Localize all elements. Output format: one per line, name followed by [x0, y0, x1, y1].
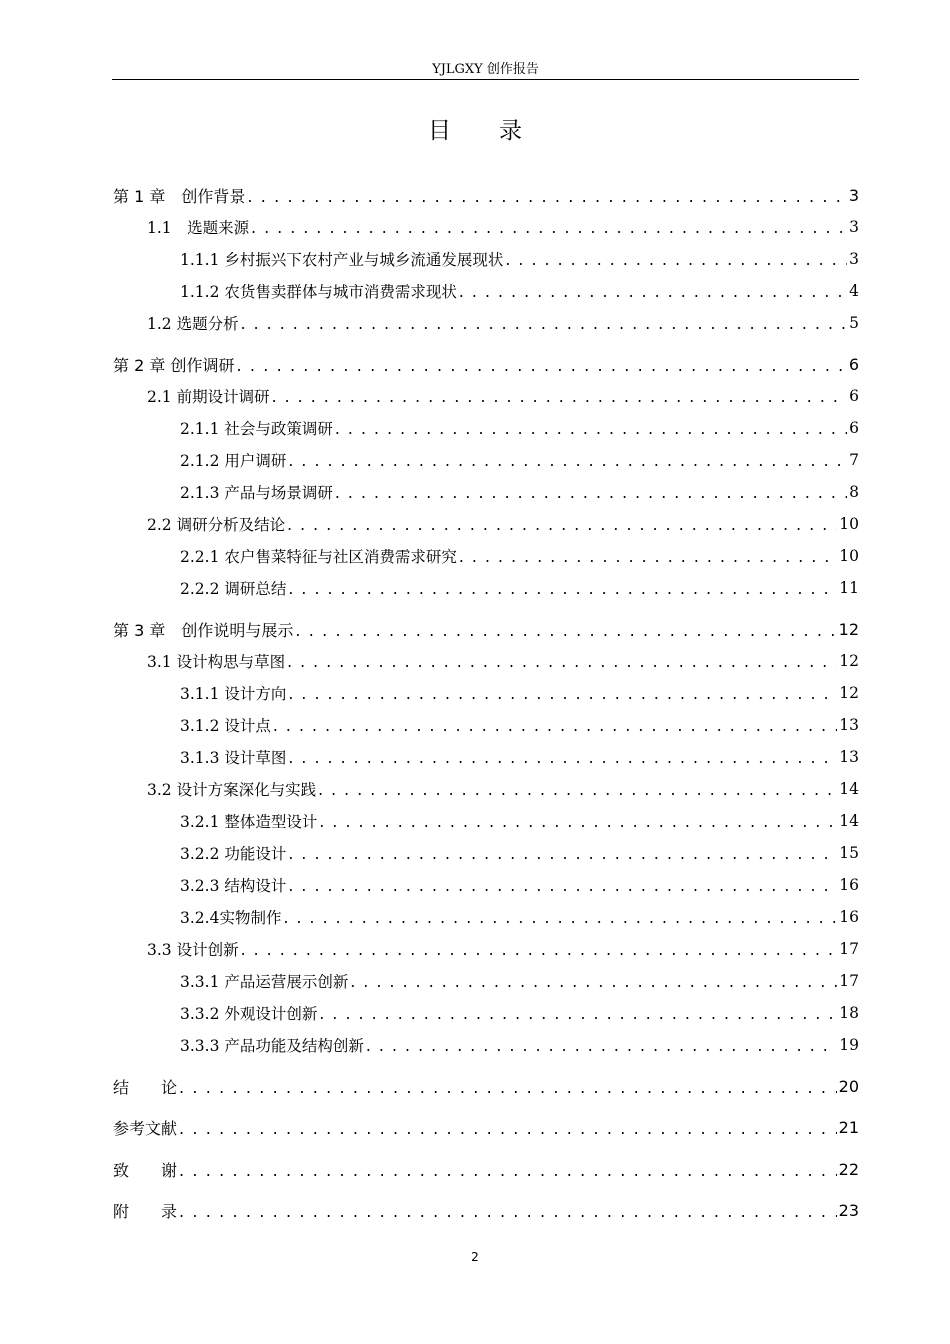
- toc-entry-page: 17: [839, 972, 859, 990]
- toc-entry-label: 1.2 选题分析: [147, 315, 239, 333]
- toc-dot-leader: [251, 219, 847, 237]
- toc-entry-page: 6: [848, 354, 859, 374]
- toc-dot-leader: [319, 813, 837, 831]
- toc-entry-page: 10: [839, 515, 859, 533]
- toc-entry-label: 2.1.3 产品与场景调研: [180, 484, 333, 502]
- toc-entry[interactable]: [0, 873, 950, 897]
- toc-entry-page: 4: [849, 282, 859, 300]
- toc-entry-label: 1.1 选题来源: [147, 219, 250, 237]
- toc-entry-label: 3.3.1 产品运营展示创新: [180, 973, 349, 991]
- toc-entry[interactable]: [0, 183, 950, 207]
- toc-entry[interactable]: [0, 215, 950, 239]
- toc-entry[interactable]: [0, 311, 950, 335]
- toc-entry[interactable]: [0, 713, 950, 737]
- toc-dot-leader: [288, 452, 847, 470]
- toc-dot-leader: [283, 909, 837, 927]
- toc-entry-label: 3.1 设计构思与草图: [147, 653, 286, 671]
- toc-entry[interactable]: [0, 247, 950, 271]
- toc-entry[interactable]: [0, 480, 950, 504]
- toc-entry-page: 14: [839, 812, 859, 830]
- toc-dot-leader: [179, 1202, 837, 1221]
- toc-dot-leader: [273, 717, 837, 735]
- toc-dot-leader: [247, 187, 846, 206]
- toc-entry[interactable]: [0, 809, 950, 833]
- toc-entry-page: 5: [849, 314, 859, 332]
- toc-entry-page: 6: [849, 419, 859, 437]
- toc-entry-page: 18: [839, 1004, 859, 1022]
- toc-entry-page: 10: [839, 547, 859, 565]
- toc-dot-leader: [179, 1119, 837, 1138]
- toc-entry-page: 7: [849, 451, 859, 469]
- toc-entry[interactable]: [0, 841, 950, 865]
- toc-entry-label: 3.1.1 设计方向: [180, 685, 287, 703]
- toc-entry-label: 第 3 章 创作说明与展示: [113, 620, 294, 640]
- toc-dot-leader: [505, 251, 847, 269]
- toc-entry-page: 17: [839, 940, 859, 958]
- toc-entry[interactable]: [0, 1033, 950, 1057]
- toc-entry[interactable]: [0, 544, 950, 568]
- running-header: YJLGXY 创作报告: [432, 62, 539, 77]
- toc-entry-page: 23: [838, 1200, 859, 1220]
- toc-entry-page: 22: [838, 1159, 859, 1179]
- toc-entry-label: 2.1.2 用户调研: [180, 452, 287, 470]
- toc-entry[interactable]: [0, 1074, 950, 1098]
- toc-entry[interactable]: [0, 681, 950, 705]
- toc-entry[interactable]: [0, 576, 950, 600]
- toc-entry-page: 16: [839, 908, 859, 926]
- toc-dot-leader: [241, 315, 848, 333]
- toc-entry[interactable]: [0, 1198, 950, 1222]
- toc-dot-leader: [318, 781, 837, 799]
- toc-dot-leader: [459, 283, 847, 301]
- toc-dot-leader: [295, 621, 836, 640]
- toc-entry-page: 11: [839, 579, 859, 597]
- toc-entry-label: 第 2 章 创作调研: [113, 355, 235, 375]
- toc-dot-leader: [287, 653, 837, 671]
- toc-dot-leader: [288, 877, 837, 895]
- toc-entry-page: 19: [839, 1036, 859, 1054]
- toc-entry[interactable]: [0, 617, 950, 641]
- toc-entry-label: 3.2.1 整体造型设计: [180, 813, 318, 831]
- toc-entry-label: 2.2.1 农户售菜特征与社区消费需求研究: [180, 548, 457, 566]
- toc-dot-leader: [459, 548, 837, 566]
- toc-entry-label: 参考文献: [113, 1118, 178, 1138]
- toc-entry[interactable]: [0, 416, 950, 440]
- toc-entry[interactable]: [0, 1115, 950, 1139]
- toc-entry-label: 3.1.3 设计草图: [180, 749, 287, 767]
- toc-entry-page: 14: [839, 780, 859, 798]
- toc-entry-label: 3.1.2 设计点: [180, 717, 271, 735]
- toc-entry[interactable]: [0, 512, 950, 536]
- toc-entry-page: 15: [839, 844, 859, 862]
- toc-dot-leader: [288, 749, 837, 767]
- toc-entry-page: 20: [838, 1076, 859, 1096]
- toc-entry-label: 3.3.3 产品功能及结构创新: [180, 1037, 364, 1055]
- toc-entry[interactable]: [0, 969, 950, 993]
- toc-dot-leader: [288, 685, 837, 703]
- toc-entry-label: 3.2.4实物制作: [180, 909, 282, 927]
- toc-entry-label: 结 论: [113, 1077, 178, 1097]
- toc-dot-leader: [241, 941, 838, 959]
- toc-entry-page: 12: [838, 619, 859, 639]
- toc-entry-page: 3: [848, 185, 859, 205]
- toc-entry-label: 3.2.3 结构设计: [180, 877, 287, 895]
- toc-dot-leader: [236, 356, 846, 375]
- page-title-left: 目: [428, 118, 451, 144]
- page-number: 2: [471, 1250, 479, 1264]
- toc-entry[interactable]: [0, 448, 950, 472]
- toc-entry-label: 1.1.2 农货售卖群体与城市消费需求现状: [180, 283, 457, 301]
- toc-entry-label: 3.2.2 功能设计: [180, 845, 287, 863]
- toc-entry-page: 21: [838, 1117, 859, 1137]
- toc-entry-page: 8: [849, 483, 859, 501]
- toc-dot-leader: [272, 388, 848, 406]
- toc-dot-leader: [288, 580, 837, 598]
- toc-entry-label: 2.1 前期设计调研: [147, 388, 270, 406]
- toc-dot-leader: [335, 420, 847, 438]
- toc-dot-leader: [179, 1078, 837, 1097]
- toc-entry[interactable]: [0, 905, 950, 929]
- toc-entry-label: 致 谢: [113, 1160, 178, 1180]
- toc-entry-page: 3: [849, 218, 859, 236]
- toc-entry[interactable]: [0, 279, 950, 303]
- page-title-right: 录: [499, 118, 522, 144]
- toc-entry-label: 3.3.2 外观设计创新: [180, 1005, 318, 1023]
- toc-entry-page: 3: [849, 250, 859, 268]
- toc-entry-page: 16: [839, 876, 859, 894]
- toc-entry-page: 13: [839, 748, 859, 766]
- toc-entry[interactable]: [0, 777, 950, 801]
- toc-entry-page: 13: [839, 716, 859, 734]
- toc-entry-label: 2.1.1 社会与政策调研: [180, 420, 333, 438]
- toc-entry-label: 2.2.2 调研总结: [180, 580, 287, 598]
- toc-entry[interactable]: [0, 937, 950, 961]
- toc-entry-page: 12: [839, 684, 859, 702]
- toc-dot-leader: [287, 516, 837, 534]
- toc-entry-page: 6: [849, 387, 859, 405]
- toc-entry-label: 第 1 章 创作背景: [113, 186, 246, 206]
- toc-dot-leader: [335, 484, 847, 502]
- toc-dot-leader: [319, 1005, 837, 1023]
- toc-entry[interactable]: [0, 384, 950, 408]
- toc-entry[interactable]: [0, 649, 950, 673]
- toc-entry-label: 1.1.1 乡村振兴下农村产业与城乡流通发展现状: [180, 251, 504, 269]
- toc-entry[interactable]: [0, 1001, 950, 1025]
- toc-entry-label: 2.2 调研分析及结论: [147, 516, 286, 534]
- toc-entry[interactable]: [0, 1157, 950, 1181]
- toc-dot-leader: [366, 1037, 837, 1055]
- toc-entry-page: 12: [839, 652, 859, 670]
- toc-entry[interactable]: [0, 745, 950, 769]
- toc-dot-leader: [288, 845, 837, 863]
- toc-entry[interactable]: [0, 352, 950, 376]
- toc-dot-leader: [179, 1161, 837, 1180]
- toc-entry-label: 附 录: [113, 1201, 178, 1221]
- toc-entry-label: 3.2 设计方案深化与实践: [147, 781, 317, 799]
- toc-entry-label: 3.3 设计创新: [147, 941, 239, 959]
- toc-dot-leader: [350, 973, 837, 991]
